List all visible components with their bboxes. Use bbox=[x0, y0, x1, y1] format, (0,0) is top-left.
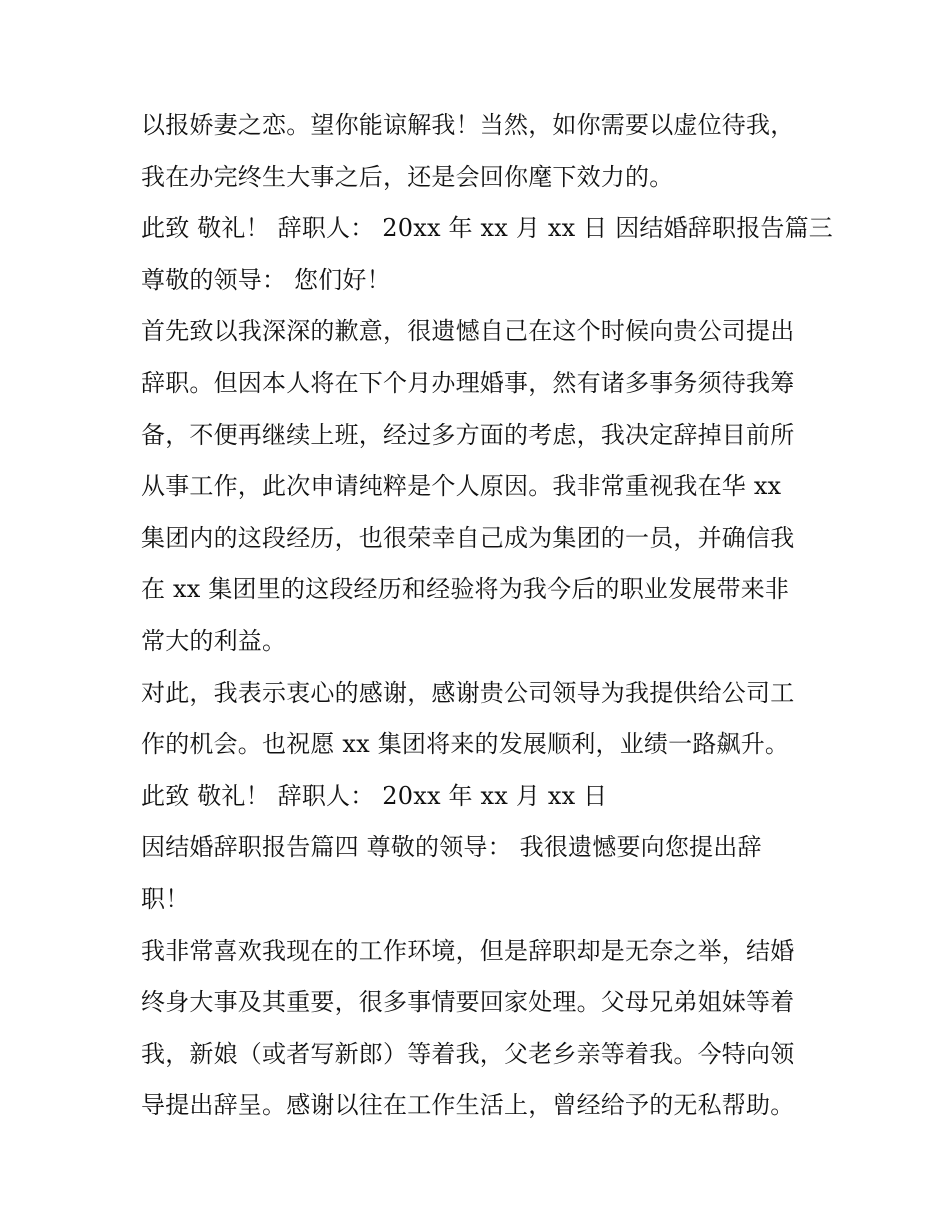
text-line: 我在办完终生大事之后，还是会回你麾下效力的。 bbox=[141, 162, 674, 191]
text-line: 作的机会。也祝愿 xx 集团将来的发展顺利，业绩一路飙升。 bbox=[141, 730, 790, 759]
text-line: 从事工作，此次申请纯粹是个人原因。我非常重视我在华 xx bbox=[141, 472, 782, 501]
text-line: 我非常喜欢我现在的工作环境，但是辞职却是无奈之举，结婚 bbox=[141, 936, 795, 965]
text-line: 以报娇妻之恋。望你能谅解我！当然，如你需要以虚位待我， bbox=[141, 111, 795, 139]
text-line: 集团内的这段经历，也很荣幸自己成为集团的一员，并确信我 bbox=[141, 523, 795, 552]
text-line: 辞职。但因本人将在下个月办理婚事，然有诸多事务须待我筹 bbox=[141, 368, 795, 397]
text-line: 尊敬的领导： 您们好！ bbox=[141, 265, 391, 294]
text-line: 备，不便再继续上班，经过多方面的考虑，我决定辞掉目前所 bbox=[141, 420, 795, 449]
text-line: 导提出辞呈。感谢以往在工作生活上，曾经给予的无私帮助。 bbox=[141, 1091, 795, 1120]
text-line: 职！ bbox=[141, 884, 190, 913]
text-line: 此致 敬礼！ 辞职人： 20xx 年 xx 月 xx 日 bbox=[141, 781, 608, 810]
text-line: 终身大事及其重要，很多事情要回家处理。父母兄弟姐妹等着 bbox=[141, 988, 795, 1017]
text-line: 在 xx 集团里的这段经历和经验将为我今后的职业发展带来非 bbox=[141, 575, 790, 604]
document-body bbox=[141, 100, 834, 1132]
text-line: 因结婚辞职报告篇四 尊敬的领导： 我很遗憾要向您提出辞 bbox=[141, 833, 762, 862]
text-line: 常大的利益。 bbox=[141, 626, 287, 655]
text-line: 我，新娘（或者写新郎）等着我，父老乡亲等着我。今特向领 bbox=[141, 1039, 795, 1068]
text-line: 首先致以我深深的歉意，很遗憾自己在这个时候向贵公司提出 bbox=[141, 317, 795, 346]
text-line: 此致 敬礼！ 辞职人： 20xx 年 xx 月 xx 日 因结婚辞职报告篇三 bbox=[141, 214, 834, 243]
text-line: 对此，我表示衷心的感谢，感谢贵公司领导为我提供给公司工 bbox=[141, 678, 795, 707]
